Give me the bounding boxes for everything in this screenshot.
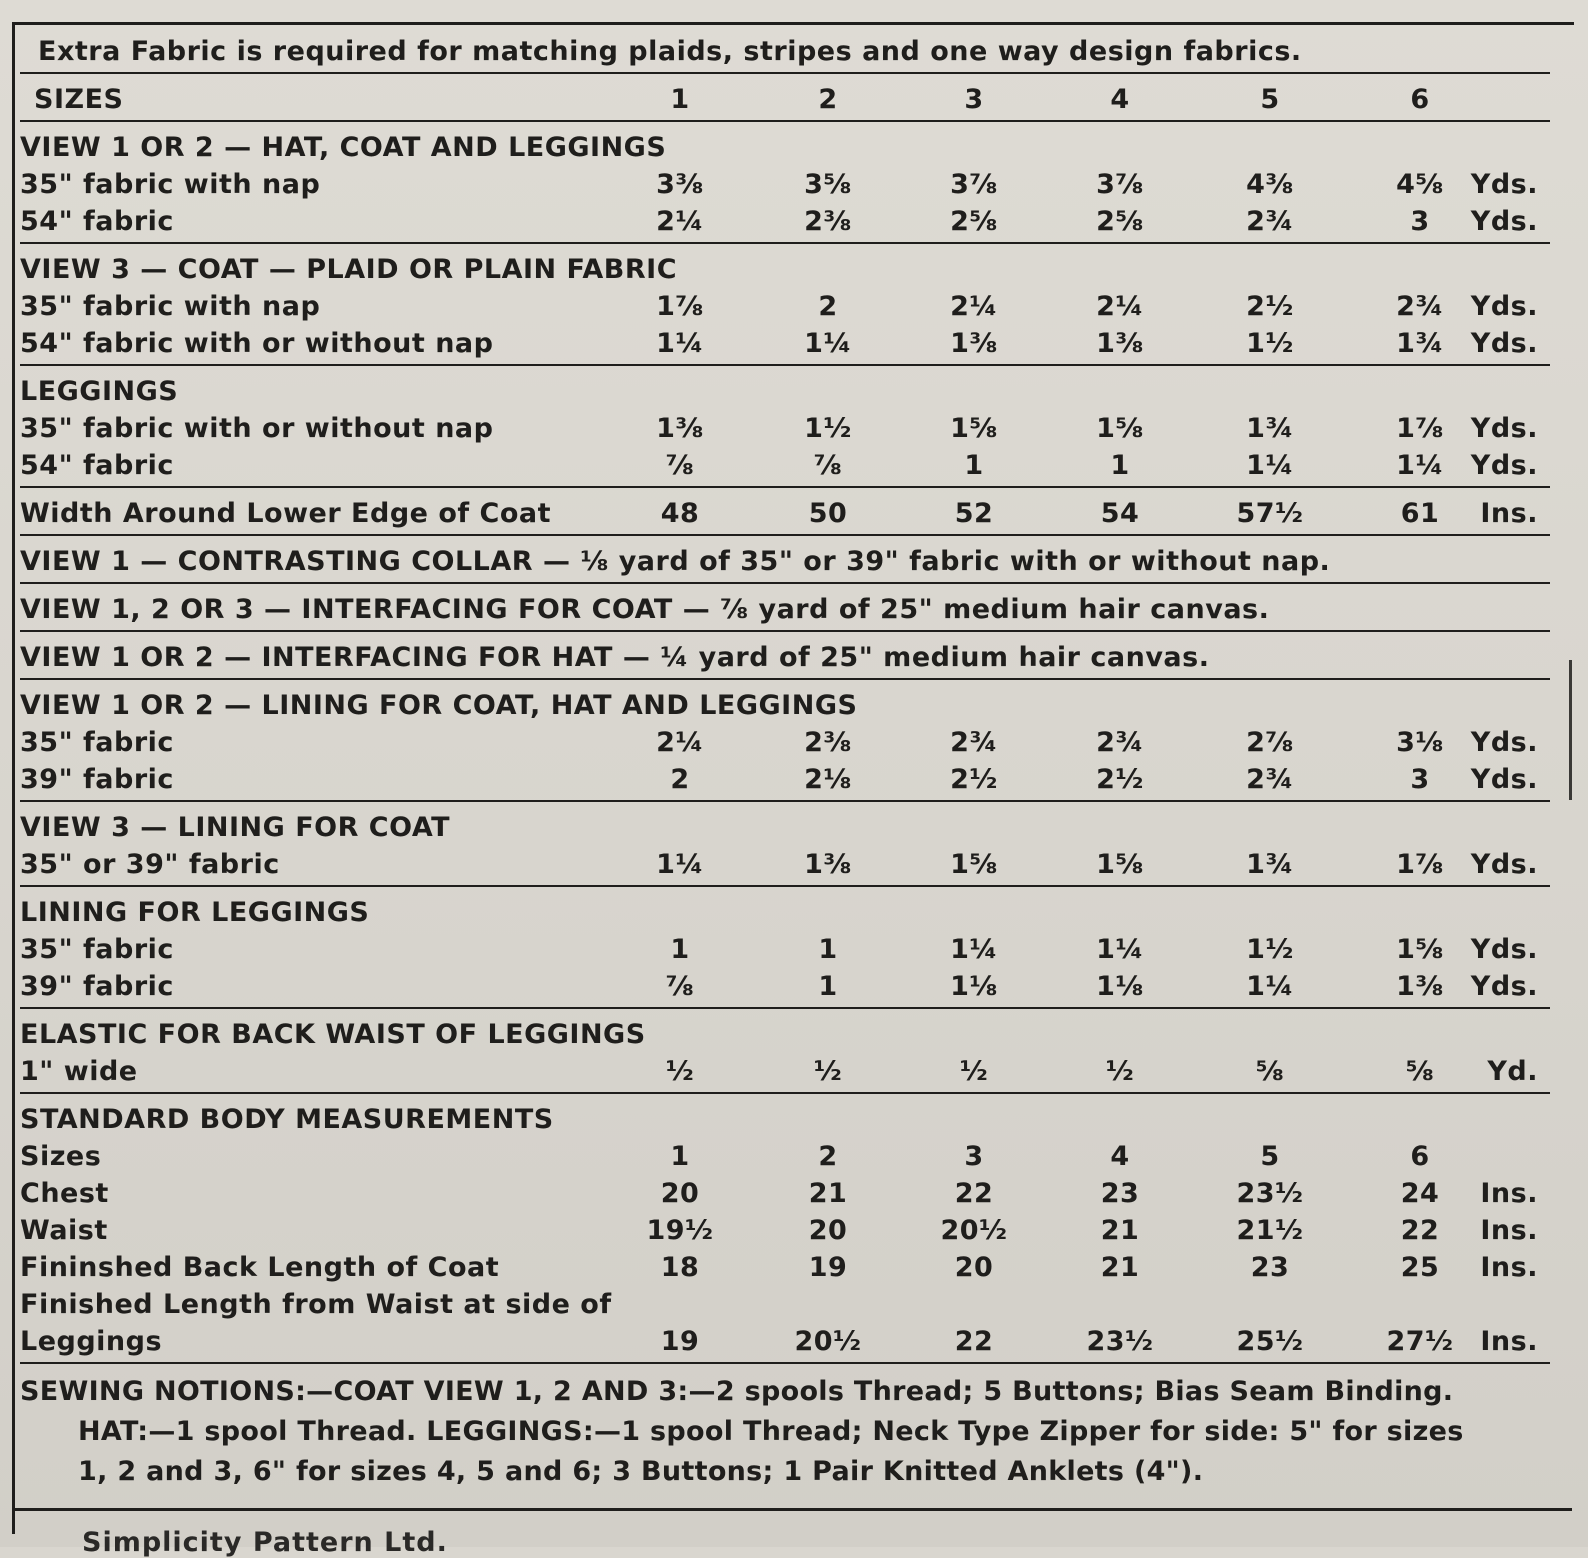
yardage-value: 1⅝ [1396,934,1444,965]
yardage-value: 2½ [950,764,998,795]
width-value: 54 [1100,498,1140,529]
yardage-value: 1 [1110,450,1130,481]
yardage-value: 1⅝ [1096,413,1144,444]
yardage-value: 2¾ [1096,727,1144,758]
yardage-value: 2¾ [1396,291,1444,322]
yardage-value: 2⅜ [804,206,852,237]
width-label: Width Around Lower Edge of Coat [20,498,552,529]
width-unit: Ins. [1480,498,1538,529]
yardage-value: 1¼ [656,849,704,880]
yardage-value: 21 [808,1178,848,1209]
yardage-value: 23½ [1236,1178,1304,1209]
yardage-value: 1⅝ [950,849,998,880]
width-value: 57½ [1236,498,1304,529]
width-value: 52 [954,498,994,529]
yardage-value: 4⅜ [1246,169,1294,200]
yardage-value: 5 [1260,1141,1280,1172]
table-row [20,446,1550,483]
section-title: LINING FOR LEGGINGS [20,897,370,928]
fabric-note: Extra Fabric is required for matching plaids, stripes and one way design fabrics. [38,36,1302,67]
yardage-value: ½ [1105,1056,1135,1087]
yardage-value: 1 [964,450,984,481]
table-row [20,760,1550,797]
section-title: VIEW 1 OR 2 — HAT, COAT AND LEGGINGS [20,132,667,163]
yardage-value: 1 [670,934,690,965]
unit-label: Ins. [1480,1215,1538,1246]
row-label: 54" fabric [20,450,174,481]
leggings-length-row-2 [20,1322,1550,1359]
yardage-value: 3 [1410,764,1430,795]
yardage-value: 22 [1400,1215,1440,1246]
yardage-value: 1¼ [1246,450,1294,481]
yardage-value: 24 [1400,1178,1440,1209]
yardage-value: 2 [818,1141,838,1172]
yardage-value: 23 [1250,1252,1290,1283]
yardage-value: 1¾ [1246,849,1294,880]
measurements-title: STANDARD BODY MEASUREMENTS [20,1104,554,1135]
divider [20,534,1550,536]
yardage-value: 1⅛ [1096,971,1144,1002]
divider [20,120,1550,122]
notions-line-1: SEWING NOTIONS:—COAT VIEW 1, 2 AND 3:—2 spools Thread; 5 Buttons; Bias Seam Binding. [20,1376,1454,1407]
unit-label: Yds. [1470,764,1538,795]
section-title-row [20,372,1550,409]
yardage-value: ⅝ [1405,1056,1435,1087]
divider [20,800,1550,802]
divider [20,582,1550,584]
section-title: VIEW 3 — LINING FOR COAT [20,812,451,843]
yardage-value: 1¾ [1396,328,1444,359]
yardage-value: 1⅜ [950,328,998,359]
width-row [20,494,1550,531]
leggings-length-row-1 [20,1285,1550,1322]
size-header: 3 [964,84,984,115]
yardage-value: 18 [660,1252,700,1283]
unit-label: Yds. [1470,413,1538,444]
yardage-value: ½ [813,1056,843,1087]
size-header: 4 [1110,84,1130,115]
row-label: 35" fabric [20,934,174,965]
size-header: 1 [670,84,690,115]
yardage-value: 1⅜ [804,849,852,880]
width-value: 48 [660,498,700,529]
yardage-value: 3⅞ [1096,169,1144,200]
section-title: ELASTIC FOR BACK WAIST OF LEGGINGS [20,1019,646,1050]
yardage-value: ½ [665,1056,695,1087]
row-label: 35" fabric [20,727,174,758]
row-label: Sizes [20,1141,102,1172]
table-row [20,409,1550,446]
interfacing-coat-text: VIEW 1, 2 OR 3 — INTERFACING FOR COAT — ⅞ yard of 25" medium hair canvas. [20,594,1270,625]
yardage-value: 21 [1100,1252,1140,1283]
yardage-value: ⅞ [813,450,843,481]
width-value: 61 [1400,498,1440,529]
yardage-value: 1 [818,971,838,1002]
divider [20,678,1550,680]
leggings-length-label: Finished Length from Waist at side of [20,1289,612,1320]
unit-label: Yds. [1470,450,1538,481]
yardage-value: 2⅛ [804,764,852,795]
leggings-length-value: 23½ [1086,1326,1154,1357]
yardage-value: 1 [818,934,838,965]
yardage-value: 1¼ [1396,450,1444,481]
yardage-value: 1⅜ [1096,328,1144,359]
page-edge-mark [1569,660,1582,800]
yardage-value: 1⅝ [1096,849,1144,880]
yardage-value: 2¾ [1246,764,1294,795]
unit-label: Yds. [1470,934,1538,965]
collar-line [20,542,1550,579]
table-row [20,1052,1550,1089]
yardage-value: 1⅜ [656,413,704,444]
yardage-value: 3⅝ [804,169,852,200]
yardage-value: 19 [808,1252,848,1283]
row-label: 39" fabric [20,764,174,795]
yardage-value: 2¾ [1246,206,1294,237]
yardage-value: 3⅞ [950,169,998,200]
unit-label: Yds. [1470,727,1538,758]
yardage-value: 1⅞ [1396,849,1444,880]
yardage-value: 1⅝ [950,413,998,444]
measurement-row [20,1174,1550,1211]
row-label: Waist [20,1215,108,1246]
interfacing-hat-line [20,638,1550,675]
unit-label: Yd. [1487,1056,1538,1087]
size-header: 6 [1410,84,1430,115]
table-row [20,165,1550,202]
width-value: 50 [808,498,848,529]
size-header: 2 [818,84,838,115]
divider [20,1362,1550,1364]
section-title-row [20,250,1550,287]
leggings-length-value: 25½ [1236,1326,1304,1357]
leggings-length-label-cont: Leggings [20,1326,163,1357]
footer-text: Simplicity Pattern Ltd. [82,1527,448,1558]
yardage-value: 2 [670,764,690,795]
yardage-value: 1¼ [804,328,852,359]
yardage-value: 2½ [1096,764,1144,795]
row-label: 35" fabric with nap [20,291,321,322]
yardage-value: ⅝ [1255,1056,1285,1087]
yardage-value: 21½ [1236,1215,1304,1246]
sizes-header-row [20,80,1550,117]
row-label: 54" fabric with or without nap [20,328,494,359]
table-row [20,202,1550,239]
section-title: VIEW 1 OR 2 — LINING FOR COAT, HAT AND LEGGINGS [20,690,858,721]
yardage-value: 1½ [1246,934,1294,965]
divider [20,1007,1550,1009]
row-label: 54" fabric [20,206,174,237]
section-title: VIEW 3 — COAT — PLAID OR PLAIN FABRIC [20,254,678,285]
row-label: 35" fabric with nap [20,169,321,200]
unit-label: Yds. [1470,849,1538,880]
interfacing-hat-text: VIEW 1 OR 2 — INTERFACING FOR HAT — ¼ yard of 25" medium hair canvas. [20,642,1210,673]
yardage-value: 20 [660,1178,700,1209]
unit-label: Yds. [1470,291,1538,322]
yardage-value: 1 [670,1141,690,1172]
yardage-value: 1⅜ [1396,971,1444,1002]
sewing-notions [20,1370,1550,1492]
divider [20,630,1550,632]
yardage-value: 2¼ [656,206,704,237]
table-row [20,723,1550,760]
yardage-value: 20½ [940,1215,1008,1246]
measurement-row [20,1248,1550,1285]
row-label: 1" wide [20,1056,138,1087]
yardage-value: 3⅛ [1396,727,1444,758]
unit-label: Yds. [1470,328,1538,359]
yardage-value: 4 [1110,1141,1130,1172]
fabric-note-row [20,32,1550,69]
yardage-value: 3 [964,1141,984,1172]
section-title-row [20,686,1550,723]
notions-line-2: HAT:—1 spool Thread. LEGGINGS:—1 spool Thread; Neck Type Zipper for side: 5" for sizes [78,1416,1464,1447]
size-header: 5 [1260,84,1280,115]
yardage-value: 23 [1100,1178,1140,1209]
leggings-length-value: 19 [660,1326,700,1357]
yardage-value: 1¼ [656,328,704,359]
row-label: 35" fabric with or without nap [20,413,494,444]
leggings-length-value: 20½ [794,1326,862,1357]
yardage-value: ½ [959,1056,989,1087]
yardage-value: 21 [1100,1215,1140,1246]
unit-label: Yds. [1470,971,1538,1002]
row-label: Chest [20,1178,109,1209]
divider [20,885,1550,887]
table-row [20,324,1550,361]
yardage-value: ⅞ [665,450,695,481]
divider [20,242,1550,244]
yardage-value: 6 [1410,1141,1430,1172]
yardage-value: 20 [954,1252,994,1283]
collar-text: VIEW 1 — CONTRASTING COLLAR — ⅛ yard of 35" or 39" fabric with or without nap. [20,546,1331,577]
section-title: LEGGINGS [20,376,179,407]
interfacing-coat-line [20,590,1550,627]
section-title-row [20,808,1550,845]
leggings-length-value: 22 [954,1326,994,1357]
yardage-value: 1½ [1246,328,1294,359]
unit-label: Yds. [1470,169,1538,200]
yardage-value: 2¾ [950,727,998,758]
unit-label: Ins. [1480,1252,1538,1283]
yardage-value: 3 [1410,206,1430,237]
yardage-value: 25 [1400,1252,1440,1283]
footer-strip [12,1508,1572,1558]
unit-label: Ins. [1480,1178,1538,1209]
yardage-value: 20 [808,1215,848,1246]
section-title-row [20,1015,1550,1052]
row-label: 35" or 39" fabric [20,849,280,880]
yardage-value: 2⅞ [1246,727,1294,758]
yardage-value: 2¼ [656,727,704,758]
section-title-row [20,893,1550,930]
yardage-value: 2⅝ [950,206,998,237]
leggings-length-unit: Ins. [1480,1326,1538,1357]
row-label: 39" fabric [20,971,174,1002]
yardage-value: 19½ [646,1215,714,1246]
yardage-value: 2½ [1246,291,1294,322]
yardage-value: 1⅞ [1396,413,1444,444]
yardage-value: 1¼ [1096,934,1144,965]
table-row [20,287,1550,324]
row-label: Fininshed Back Length of Coat [20,1252,500,1283]
divider [20,486,1550,488]
table-row [20,930,1550,967]
measurement-row [20,1137,1550,1174]
yardage-value: 1½ [804,413,852,444]
yardage-value: 3⅜ [656,169,704,200]
section-title-row [20,128,1550,165]
yardage-value: 1⅛ [950,971,998,1002]
yardage-value: 22 [954,1178,994,1209]
yardage-value: 1⅞ [656,291,704,322]
sizes-label: SIZES [34,84,124,115]
yardage-value: 1¾ [1246,413,1294,444]
measurement-row [20,1211,1550,1248]
yardage-chart [20,32,1550,1492]
table-row [20,845,1550,882]
notions-line-3: 1, 2 and 3, 6" for sizes 4, 5 and 6; 3 Buttons; 1 Pair Knitted Anklets (4"). [78,1456,1204,1487]
measurements-title-row [20,1100,1550,1137]
yardage-value: 2⅜ [804,727,852,758]
divider [20,72,1550,74]
yardage-value: 1¼ [950,934,998,965]
leggings-length-value: 27½ [1386,1326,1454,1357]
table-row [20,967,1550,1004]
yardage-value: 2¼ [1096,291,1144,322]
divider [20,1092,1550,1094]
yardage-value: ⅞ [665,971,695,1002]
yardage-value: 2⅝ [1096,206,1144,237]
yardage-value: 2 [818,291,838,322]
yardage-value: 2¼ [950,291,998,322]
yardage-value: 1¼ [1246,971,1294,1002]
divider [20,364,1550,366]
unit-label: Yds. [1470,206,1538,237]
yardage-value: 4⅝ [1396,169,1444,200]
